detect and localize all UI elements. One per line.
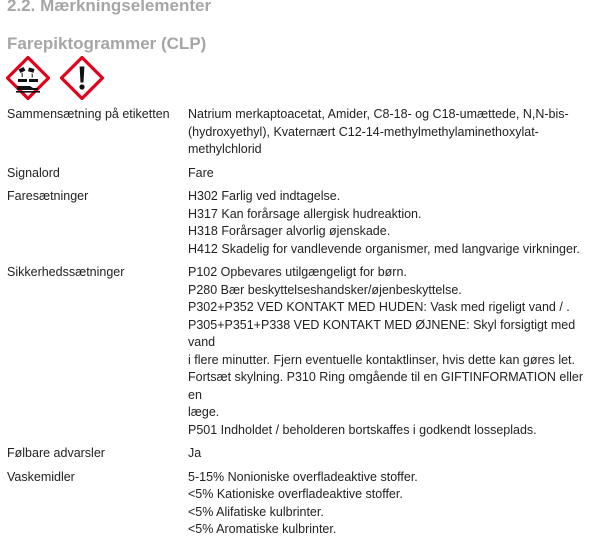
detergent-line: <5% Alifatiske kulbrinter.	[188, 504, 324, 519]
hazard-statement: H318 Forårsager alvorlig øjenskade.	[188, 224, 391, 238]
corrosion-icon	[6, 56, 50, 100]
tactile-warnings-value	[188, 445, 600, 463]
hazard-statement: H412 Skadelig for vandlevende organismer, med langvarige virkninger.	[188, 241, 580, 256]
precautionary-statement: P305+P351+P338 VED KONTAKT MED ØJNENE: Skyl forsigtigt med vand	[188, 317, 576, 349]
detergents-label: Vaskemidler	[7, 469, 75, 484]
exclamation-mark-icon	[60, 56, 104, 100]
detergent-line: 5-15% Nonioniske overfladeaktive stoffer.	[188, 469, 418, 484]
precautionary-statements-label: Sikkerhedssætninger	[7, 265, 125, 279]
composition-line: methylchlorid	[188, 142, 262, 156]
row-hazard-statements	[0, 188, 600, 258]
detergents-value	[188, 469, 600, 539]
hazard-statement: H317 Kan forårsage allergisk hudreaktion.	[188, 206, 422, 221]
precautionary-statement: Fortsæt skylning. P310 Ring omgående til en GIFTINFORMATION eller en	[188, 370, 584, 402]
composition-value	[188, 106, 600, 159]
precautionary-statements-value	[188, 264, 600, 439]
row-detergents	[0, 469, 600, 539]
precautionary-statement: P302+P352 VED KONTAKT MED HUDEN: Vask med rigeligt vand / .	[188, 300, 570, 314]
tactile-warnings-line: Ja	[188, 446, 202, 460]
hazard-pictograms	[6, 56, 104, 98]
composition-line: (hydroxyethyl), Kvaternært C12-14-methylmethylaminethoxylat-	[188, 124, 539, 139]
detergent-line: <5% Kationiske overfladeaktive stoffer.	[188, 487, 403, 501]
signal-word-label: Signalord	[7, 165, 60, 180]
tactile-warnings-label: Følbare advarsler	[7, 446, 105, 460]
row-tactile-warnings	[0, 445, 600, 463]
composition-label: Sammensætning på etiketten	[7, 107, 170, 121]
row-signal-word	[0, 165, 600, 183]
section-title: 2.2. Mærkningselementer	[7, 0, 212, 15]
pictograms-heading: Farepiktogrammer (CLP)	[7, 34, 207, 53]
composition-line: Natrium merkaptoacetat, Amider, C8-18- og C18-umættede, N,N-bis-	[188, 107, 569, 121]
precautionary-statement: P501 Indholdet / beholderen bortskaffes i godkendt losseplads.	[188, 422, 537, 437]
precautionary-statement: P102 Opbevares utilgængeligt for børn.	[188, 265, 407, 279]
row-composition	[0, 106, 600, 159]
precautionary-statement: læge.	[188, 405, 220, 419]
row-precautionary-statements	[0, 264, 600, 439]
precautionary-statement: i flere minutter. Fjern eventuelle kontaktlinser, hvis dette kan gøres let.	[188, 352, 575, 367]
label-elements-table	[0, 106, 600, 539]
hazard-statements-value	[188, 188, 600, 258]
detergent-line: <5% Aromatiske kulbrinter.	[188, 522, 337, 536]
signal-word-value	[188, 165, 600, 183]
hazard-statements-label: Faresætninger	[7, 189, 89, 203]
precautionary-statement: P280 Bær beskyttelseshandsker/øjenbeskyttelse.	[188, 282, 462, 297]
hazard-statement: H302 Farlig ved indtagelse.	[188, 189, 341, 203]
signal-word-line: Fare	[188, 165, 214, 180]
